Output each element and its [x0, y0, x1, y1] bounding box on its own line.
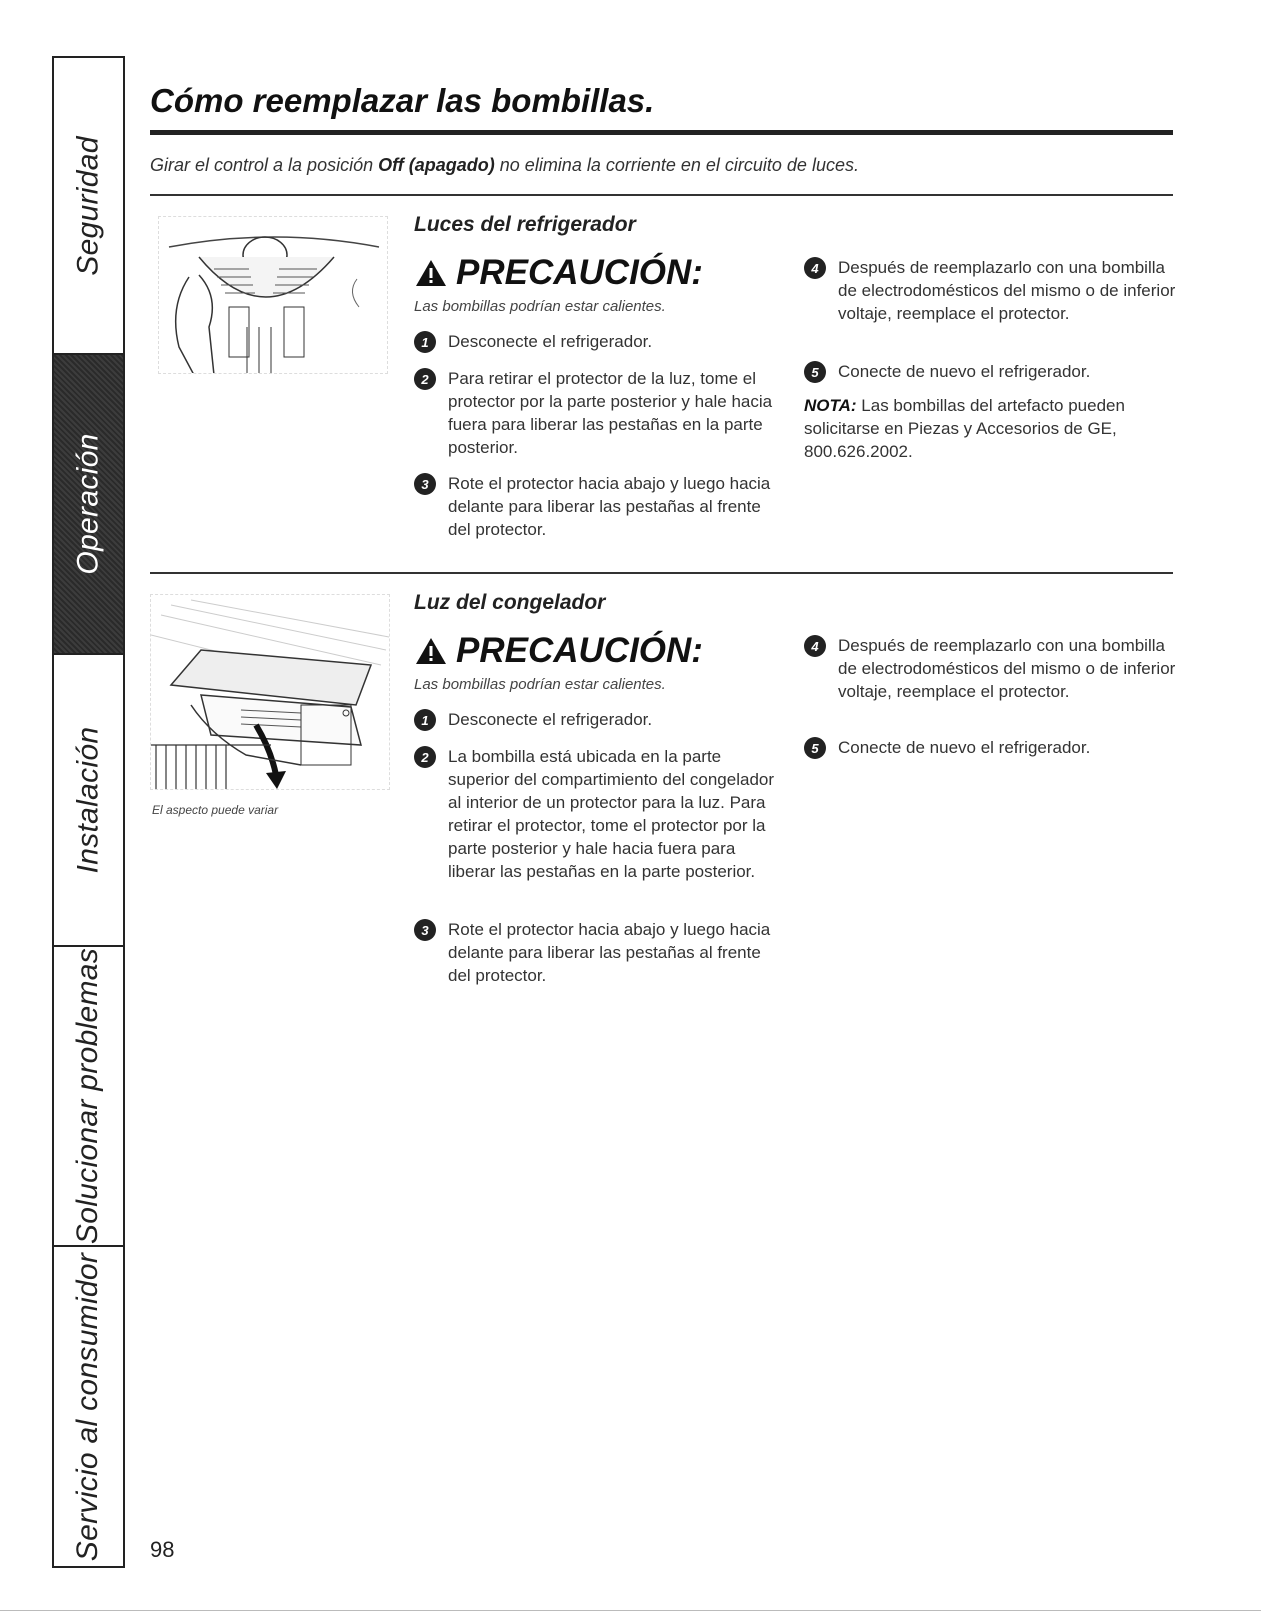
- step-number: 4: [804, 257, 826, 279]
- tab-label: Solucionar problemas: [71, 947, 105, 1245]
- step-item: [414, 918, 774, 987]
- step-item: [804, 360, 1184, 383]
- step-number: 3: [414, 919, 436, 941]
- tab-label: Operación: [71, 433, 105, 575]
- step-text: Para retirar el protector de la luz, tome el protector por la parte posterior y hale hacia fuera para liberar las pestañas en la parte posterior.: [448, 369, 773, 457]
- step-number: 4: [804, 635, 826, 657]
- step-text: La bombilla está ubicada en la parte superior del compartimiento del congelador al interior de un protector para la luz. Para retirar el protector, tome el protector por la parte posterior y hale hacia fuera para liberar las pestañas en la parte posterior.: [448, 747, 775, 881]
- section-divider: [150, 572, 1173, 574]
- step-item: [804, 634, 1184, 703]
- parts-note: [804, 394, 1184, 463]
- step-item: [414, 745, 774, 883]
- step-number: 1: [414, 709, 436, 731]
- tab-instalacion[interactable]: [54, 655, 123, 947]
- step-text: Conecte de nuevo el refrigerador.: [838, 362, 1091, 381]
- image-caption: El aspecto puede variar: [152, 803, 279, 817]
- tab-solucionar-problemas[interactable]: [54, 947, 123, 1247]
- tab-seguridad[interactable]: [54, 58, 123, 355]
- tab-servicio-al-consumidor[interactable]: [54, 1247, 123, 1566]
- step-text: Desconecte el refrigerador.: [448, 710, 653, 729]
- subtitle-text-end: no elimina la corriente en el circuito de luces.: [494, 155, 859, 175]
- refrigerator-light-illustration: [158, 216, 388, 374]
- step-number: 3: [414, 473, 436, 495]
- caution-note: Las bombillas podrían estar calientes.: [414, 298, 666, 315]
- section-divider: [150, 194, 1173, 196]
- page-edge: [0, 1610, 1261, 1611]
- section-heading-freezer: Luz del congelador: [414, 591, 606, 614]
- title-divider: [150, 130, 1173, 135]
- step-text: Rote el protector hacia abajo y luego hacia delante para liberar las pestañas al frente del protector.: [448, 920, 771, 985]
- tab-operacion[interactable]: [54, 355, 123, 655]
- section-heading-refrigerator: Luces del refrigerador: [414, 213, 636, 236]
- tab-label: Seguridad: [71, 135, 105, 276]
- step-text: Después de reemplazarlo con una bombilla de electrodomésticos del mismo o de inferior voltaje, reemplace el protector.: [838, 258, 1176, 323]
- page-number: 98: [150, 1537, 175, 1562]
- step-text: Rote el protector hacia abajo y luego hacia delante para liberar las pestañas al frente del protector.: [448, 474, 771, 539]
- step-item: [414, 330, 774, 353]
- step-item: [804, 736, 1184, 759]
- step-text: Después de reemplazarlo con una bombilla de electrodomésticos del mismo o de inferior voltaje, reemplace el protector.: [838, 636, 1176, 701]
- note-label: NOTA:: [804, 396, 857, 415]
- note-text: Las bombillas del artefacto pueden solicitarse en Piezas y Accesorios de GE, 800.626.2002.: [804, 396, 1125, 461]
- subtitle-text: Girar el control a la posición: [150, 155, 379, 175]
- warning-icon: [414, 636, 448, 666]
- page-subtitle: [150, 155, 859, 176]
- step-text: Desconecte el refrigerador.: [448, 332, 653, 351]
- step-item: [414, 708, 774, 731]
- warning-icon: [414, 258, 448, 288]
- caution-label: PRECAUCIÓN:: [456, 253, 703, 292]
- page-title: Cómo reemplazar las bombillas.: [150, 82, 655, 119]
- step-number: 5: [804, 737, 826, 759]
- tab-label: Servicio al consumidor: [71, 1252, 105, 1561]
- step-number: 2: [414, 746, 436, 768]
- caution-heading: [414, 253, 703, 293]
- step-item: [414, 367, 774, 459]
- freezer-light-illustration: [150, 594, 390, 790]
- caution-heading: [414, 631, 703, 671]
- step-item: [804, 256, 1184, 325]
- step-text: Conecte de nuevo el refrigerador.: [838, 738, 1091, 757]
- step-number: 2: [414, 368, 436, 390]
- caution-note: Las bombillas podrían estar calientes.: [414, 676, 666, 693]
- tab-label: Instalación: [71, 726, 105, 874]
- caution-label: PRECAUCIÓN:: [456, 631, 703, 670]
- section-tabs: [52, 56, 125, 1568]
- step-number: 1: [414, 331, 436, 353]
- step-item: [414, 472, 774, 541]
- subtitle-emphasis: Off (apagado): [378, 155, 495, 175]
- step-number: 5: [804, 361, 826, 383]
